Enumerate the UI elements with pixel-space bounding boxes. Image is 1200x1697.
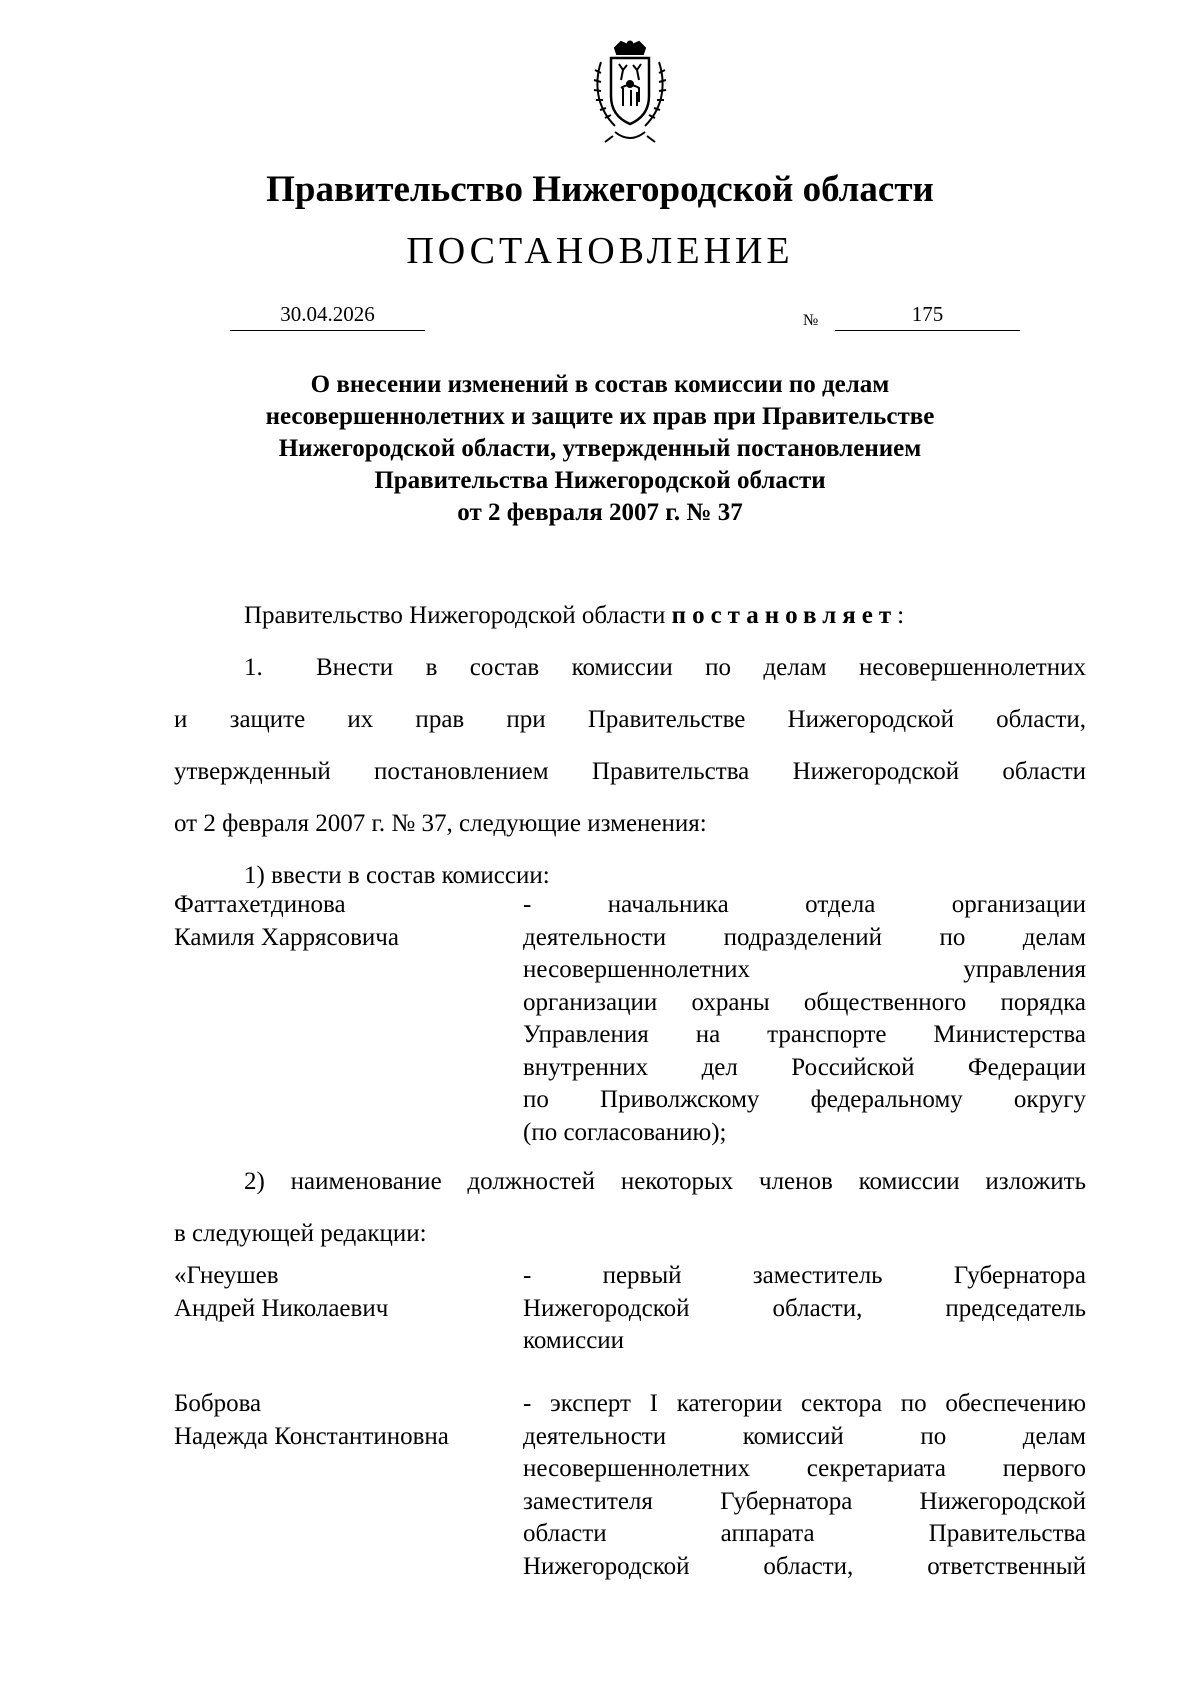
subclause-2-heading-line: в следующей редакции:: [174, 1220, 427, 1247]
document-type-heading: ПОСТАНОВЛЕНИЕ: [406, 230, 794, 272]
subject-line: несовершеннолетних и защите их прав при Правительстве: [265, 403, 935, 430]
subject-line: О внесении изменений в состав комиссии по делам: [310, 371, 890, 398]
document-date: 30.04.2026: [230, 300, 425, 331]
member-position: - эксперт I категории сектора по обеспечению деятельности комиссий по делам несовершеннолетних секретариата первого заместителя Губернатора Нижегородской области аппарата Правительства Нижегородской области, ответственный: [523, 1390, 1086, 1580]
coat-of-arms-emblem: [585, 40, 675, 148]
member-name: Фаттахетдинова Камиля Харрясовича: [174, 891, 399, 951]
clause-1-number: 1.: [244, 654, 263, 681]
intro-paragraph: [174, 590, 1086, 642]
subclause-1-heading: 1) ввести в состав комиссии:: [244, 862, 550, 889]
intro-colon: :: [897, 602, 905, 629]
intro-verb: постановляет: [671, 602, 898, 629]
member-position: - первый заместитель Губернатора Нижегородской области, председатель комиссии: [523, 1262, 1086, 1354]
subject-line: Правительства Нижегородской области: [374, 467, 826, 494]
clause-1-line: 1. Внести в состав комиссии по делам несовершеннолетних: [174, 642, 1086, 694]
member-position: - начальника отдела организации деятельности подразделений по делам несовершеннолетних управления организации охраны общественного порядка Управления на транспорте Министерства внутренних дел Российской Федерации по Приволжскому федеральному округу (по согласованию);: [523, 891, 1086, 1146]
clause-1-line: и защите их прав при Правительстве Нижегородской области,: [174, 706, 1086, 733]
intro-lead: Правительство Нижегородской области: [244, 602, 666, 629]
clause-1-line: утвержденный постановлением Правительства Нижегородской области: [174, 758, 1086, 785]
clause-1-line: от 2 февраля 2007 г. № 37, следующие изменения:: [174, 810, 707, 837]
number-sign: №: [803, 312, 819, 329]
resolution-body: [174, 590, 1086, 902]
subject-line: Нижегородской области, утвержденный постановлением: [278, 435, 922, 462]
government-title: Правительство Нижегородской области: [266, 169, 934, 210]
subclause-2-heading-line: 2) наименование должностей некоторых членов комиссии изложить: [244, 1168, 1086, 1195]
member-name: «Гнеушев Андрей Николаевич: [174, 1262, 389, 1322]
subclause-2: [174, 1156, 1086, 1260]
document-subject: [150, 369, 1050, 529]
member-name: Боброва Надежда Константиновна: [174, 1390, 449, 1450]
document-number: 175: [835, 300, 1020, 331]
subject-line: от 2 февраля 2007 г. № 37: [457, 499, 743, 526]
